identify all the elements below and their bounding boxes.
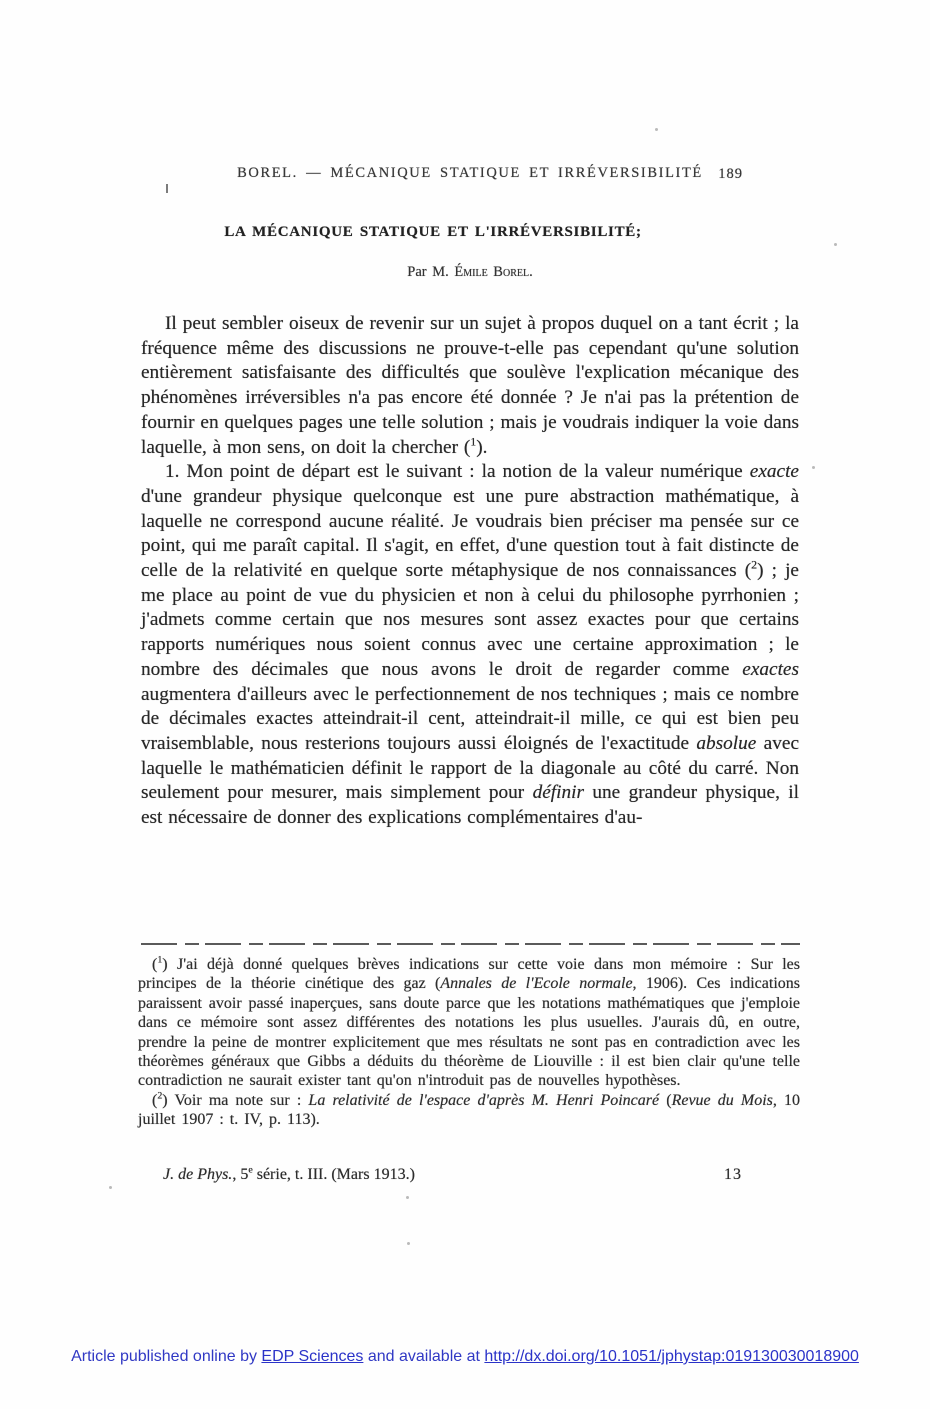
publisher-bar-text: and available at [363,1348,485,1365]
article-body [141,312,799,831]
scan-artifact-tick [166,184,168,193]
journal-colophon [141,1166,799,1184]
byline: Par M. Émile Borel. [407,264,533,280]
scan-speck [406,1196,409,1199]
journal-citation: J. de Phys., 5e série, t. III. (Mars 1913.) [163,1164,415,1183]
scan-speck [407,1242,410,1245]
footnote-separator [141,943,800,945]
scan-speck [834,243,837,246]
running-head [141,165,799,182]
publisher-bar [0,1348,930,1366]
article-title: LA MÉCANIQUE STATIQUE ET L'IRRÉVERSIBILITÉ; [224,224,642,240]
signature-number: 13 [724,1166,742,1183]
footnotes [138,955,800,1130]
footnote: ($^2$) Voir ma note sur : La relativité de l'espace d'après M. Henri Poincaré (Revue du Mois, 10 juillet 1907 : t. IV, p. 113). [138,1090,801,1129]
body-paragraph: Il peut sembler oiseux de revenir sur un sujet à propos duquel on a tant écrit ; la fréquence même des discussions ne prouve-t-elle pas cependant qu'une solution entièrement satisfaisante des difficultés que soulève l'explication mécanique des phénomènes irréversibles n'a pas encore été donnée ? Je n'ai pas la prétention de fournir en quelques pages une telle solution ; mais je voudrais indiquer la voie dans laquelle, à mon sens, on doit la chercher ($^1$). [141,313,799,458]
body-paragraph: 1. Mon point de départ est le suivant : la notion de la valeur numérique exacte d'une grandeur physique quelconque est une pure abstraction mathématique, à laquelle ne correspond aucune réalité. Je voudrais bien préciser ma pensée sur ce point, qui me paraît capital. Il s'agit, en effet, d'une question tout à fait distincte de celle de la relativité en quelque sorte métaphysique de nos connaissances ($^2$) ; je me place au point de vue du physicien et non à celui du philosophe pyrrhonien ; j'admets comme certain que nos mesures sont assez exactes pour que certains rapports numériques nous soient connus avec une certaine approximation ; le nombre des décimales que nous avons le droit de regarder comme exactes augmentera d'ailleurs avec le perfectionnement de nos techniques ; mais ce nombre de décimales exactes atteindrait-il cent, atteindrait-il mille, ce qui est bien peu vraisemblable, nous resterions toujours aussi éloignés de l'exactitude absolue avec laquelle le mathématicien définit le rapport de la diagonale au côté du carré. Non seulement pour mesurer, mais simplement pour définir une grandeur physique, il est nécessaire de donner des explications complémentaires d'au- [141,461,799,829]
publisher-bar-text: Article published online by [71,1348,262,1365]
doi-link[interactable]: http://dx.doi.org/10.1051/jphystap:019130030018900 [484,1348,859,1365]
edp-sciences-link[interactable]: EDP Sciences [261,1348,364,1365]
scan-speck [109,1186,112,1189]
scan-speck [655,128,658,131]
footnote: ($^1$) J'ai déjà donné quelques brèves indications sur cette voie dans mon mémoire : Sur les principes de la théorie cinétique des gaz (Annales de l'Ecole normale, 1906). Ces indications paraissent avoir passé inaperçues, sans doute parce que les notations mathématiques que j'emploie dans ce mémoire sont assez différentes des notations les plus usuelles. J'aurais dû, en outre, prendre la peine de montrer explicitement que mes résultats ne sont pas en contradiction avec les théorèmes généraux que Gibbs a déduits du théorème de Liouville : il est bien clair qu'une telle contradiction ne saurait exister tant qu'on n'introduit pas de nouvelles hypothèses. [138,954,801,1090]
running-head-text: BOREL. — MÉCANIQUE STATIQUE ET IRRÉVERSIBILITÉ [237,165,703,181]
scan-speck [812,466,815,469]
page-number: 189 [718,166,743,182]
